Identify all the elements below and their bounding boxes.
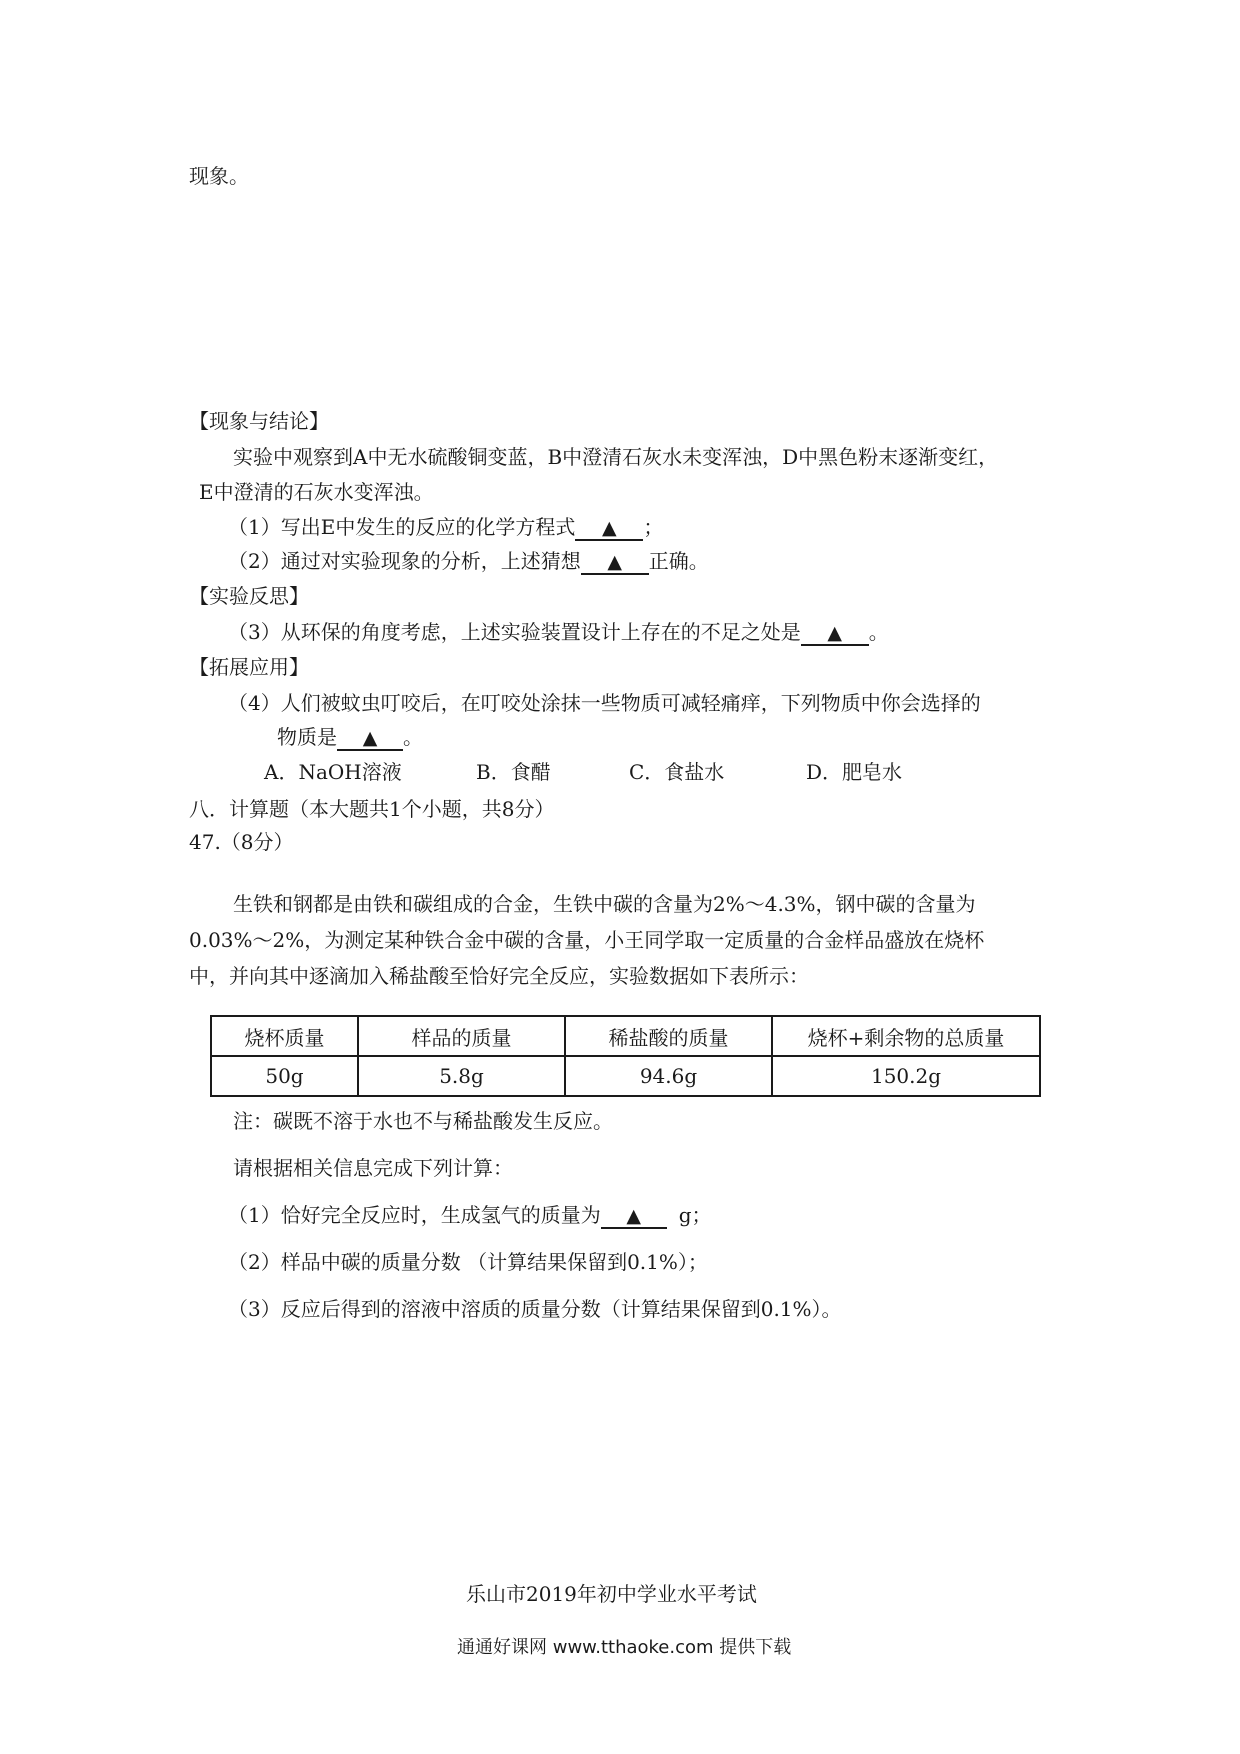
- data-table: [210, 1015, 1041, 1097]
- blank-triangle-icon: ▲: [362, 727, 378, 749]
- answer-blank-2[interactable]: [581, 550, 649, 575]
- option-a: A．NaOH溶液: [264, 760, 402, 784]
- question-1: [228, 511, 663, 541]
- question-2-text: （2）通过对实验现象的分析，上述猜想: [228, 549, 581, 573]
- sub-question-2: （2）样品中碳的质量分数 （计算结果保留到0.1%）；: [228, 1250, 708, 1274]
- top-text: 现象。: [189, 164, 249, 188]
- footer-source: 通通好课网 www.tthaoke.com 提供下载: [457, 1637, 792, 1658]
- blank-triangle-icon: ▲: [602, 517, 617, 539]
- question-3: [228, 616, 889, 646]
- question-4-end: 。: [403, 725, 423, 749]
- footer-exam-title: 乐山市2019年初中学业水平考试: [466, 1582, 757, 1606]
- phenomena-heading: 【现象与结论】: [189, 409, 329, 433]
- q47-paragraph-line-2: 0.03%～2%，为测定某种铁合金中碳的含量，小王同学取一定质量的合金样品盛放在烧杯: [189, 928, 985, 952]
- application-heading: 【拓展应用】: [189, 655, 309, 679]
- blank-triangle-icon: ▲: [607, 551, 623, 573]
- question-2: [228, 545, 709, 575]
- option-c: C．食盐水: [629, 760, 725, 784]
- question-1-end: ；: [643, 515, 664, 539]
- table-header-row: [211, 1016, 1040, 1056]
- table-header-cell: 稀盐酸的质量: [565, 1016, 772, 1056]
- table-cell: 150.2g: [772, 1056, 1040, 1096]
- table-row: [211, 1056, 1040, 1096]
- table-cell: 94.6g: [565, 1056, 772, 1096]
- q47-paragraph-line-1: 生铁和钢都是由铁和碳组成的合金，生铁中碳的含量为2%～4.3%，钢中碳的含量为: [233, 892, 976, 916]
- blank-triangle-icon: ▲: [626, 1205, 642, 1227]
- question-3-end: 。: [868, 620, 889, 644]
- calc-instruction: 请根据相关信息完成下列计算：: [233, 1156, 513, 1180]
- reflection-heading: 【实验反思】: [189, 584, 309, 608]
- question-3-text: （3）从环保的角度考虑，上述实验装置设计上存在的不足之处是: [228, 620, 801, 644]
- table-header-cell: 烧杯质量: [211, 1016, 358, 1056]
- sub-question-3: （3）反应后得到的溶液中溶质的质量分数（计算结果保留到0.1%）。: [228, 1297, 842, 1321]
- table-cell: 50g: [211, 1056, 358, 1096]
- blank-triangle-icon: ▲: [827, 622, 843, 644]
- answer-blank-5[interactable]: [601, 1204, 667, 1229]
- question-4-line-1: （4）人们被蚊虫叮咬后，在叮咬处涂抹一些物质可减轻痛痒，下列物质中你会选择的: [228, 691, 981, 715]
- sub-question-1-unit: g；: [678, 1203, 712, 1227]
- phenomena-line-1: 实验中观察到A中无水硫酸铜变蓝，B中澄清石灰水未变浑浊，D中黑色粉末逐渐变红，: [233, 445, 999, 469]
- part-8-heading: 八．计算题（本大题共1个小题，共8分）: [189, 797, 555, 821]
- table-note: 注：碳既不溶于水也不与稀盐酸发生反应。: [233, 1109, 613, 1133]
- question-2-end: 正确。: [648, 549, 709, 573]
- table-header-cell: 烧杯+剩余物的总质量: [772, 1016, 1040, 1056]
- table-header-cell: 样品的质量: [358, 1016, 565, 1056]
- question-4-text: 物质是: [277, 725, 337, 749]
- table-cell: 5.8g: [358, 1056, 565, 1096]
- option-b: B．食醋: [476, 760, 551, 784]
- option-d: D．肥皂水: [806, 760, 903, 784]
- sub-question-1-text: （1）恰好完全反应时，生成氢气的质量为: [228, 1203, 601, 1227]
- answer-blank-4[interactable]: [337, 726, 403, 751]
- phenomena-line-2: E中澄清的石灰水变浑浊。: [199, 480, 434, 504]
- sub-question-1: [228, 1199, 712, 1229]
- q47-paragraph-line-3: 中，并向其中逐滴加入稀盐酸至恰好完全反应，实验数据如下表所示：: [189, 964, 809, 988]
- answer-blank-1[interactable]: [575, 516, 643, 541]
- question-1-text: （1）写出E中发生的反应的化学方程式: [228, 515, 576, 539]
- question-4-line-2: [277, 721, 423, 751]
- q47-number: 47.（8分）: [189, 830, 294, 854]
- answer-blank-3[interactable]: [801, 621, 869, 646]
